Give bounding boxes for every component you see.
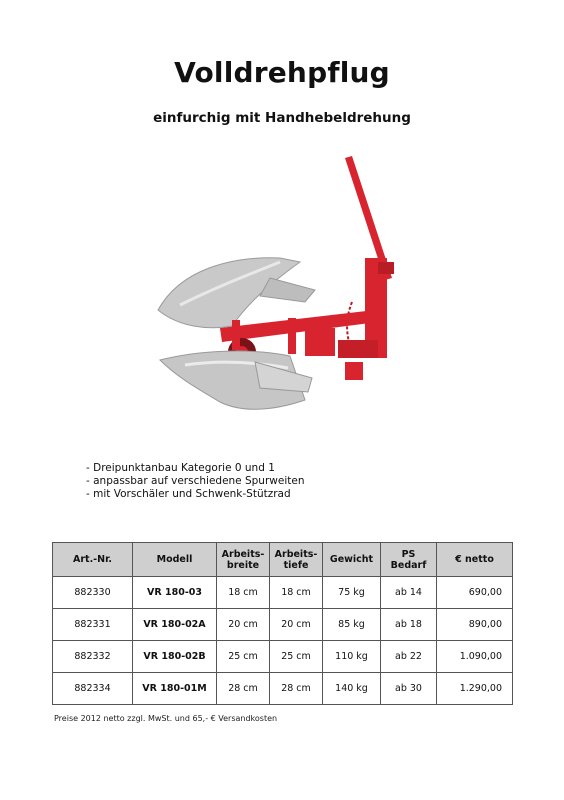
header-arbeitstiefe: Arbeits- tiefe <box>270 543 323 577</box>
cell-gewicht: 85 kg <box>323 609 381 641</box>
feature-list <box>86 462 304 501</box>
cell-breite: 20 cm <box>217 609 270 641</box>
header-preis: € netto <box>437 543 513 577</box>
cell-ps: ab 30 <box>381 673 437 705</box>
cell-tiefe: 18 cm <box>270 577 323 609</box>
cell-modell: VR 180-03 <box>133 577 217 609</box>
table-row <box>53 673 513 705</box>
cell-gewicht: 75 kg <box>323 577 381 609</box>
feature-item: - Dreipunktanbau Kategorie 0 und 1 <box>86 462 275 474</box>
page-subtitle: einfurchig mit Handhebeldrehung <box>153 110 411 126</box>
cell-ps: ab 18 <box>381 609 437 641</box>
cell-breite: 28 cm <box>217 673 270 705</box>
cell-gewicht: 140 kg <box>323 673 381 705</box>
feature-item: - mit Vorschäler und Schwenk-Stützrad <box>86 488 291 500</box>
feature-item: - anpassbar auf verschiedene Spurweiten <box>86 475 305 487</box>
cell-preis: 690,00 <box>437 577 513 609</box>
page-title: Volldrehpflug <box>174 56 390 89</box>
cell-art-nr: 882330 <box>53 577 133 609</box>
price-footnote: Preise 2012 netto zzgl. MwSt. und 65,- € Versandkosten <box>54 714 278 723</box>
cell-art-nr: 882331 <box>53 609 133 641</box>
cell-tiefe: 25 cm <box>270 641 323 673</box>
cell-gewicht: 110 kg <box>323 641 381 673</box>
cell-art-nr: 882334 <box>53 673 133 705</box>
header-arbeitsbreite: Arbeits- breite <box>217 543 270 577</box>
table-row <box>53 641 513 673</box>
header-gewicht: Gewicht <box>323 543 381 577</box>
header-ps-bedarf: PS Bedarf <box>381 543 437 577</box>
cell-modell: VR 180-02B <box>133 641 217 673</box>
cell-art-nr: 882332 <box>53 641 133 673</box>
cell-breite: 25 cm <box>217 641 270 673</box>
product-table <box>52 542 513 705</box>
cell-breite: 18 cm <box>217 577 270 609</box>
table-row <box>53 609 513 641</box>
cell-ps: ab 22 <box>381 641 437 673</box>
cell-preis: 1.290,00 <box>437 673 513 705</box>
cell-preis: 1.090,00 <box>437 641 513 673</box>
header-art-nr: Art.-Nr. <box>53 543 133 577</box>
cell-ps: ab 14 <box>381 577 437 609</box>
cell-modell: VR 180-01M <box>133 673 217 705</box>
cell-tiefe: 28 cm <box>270 673 323 705</box>
table-row <box>53 577 513 609</box>
cell-tiefe: 20 cm <box>270 609 323 641</box>
plough-photo <box>140 150 440 425</box>
cell-modell: VR 180-02A <box>133 609 217 641</box>
cell-preis: 890,00 <box>437 609 513 641</box>
header-modell: Modell <box>133 543 217 577</box>
table-header-row <box>53 543 513 577</box>
